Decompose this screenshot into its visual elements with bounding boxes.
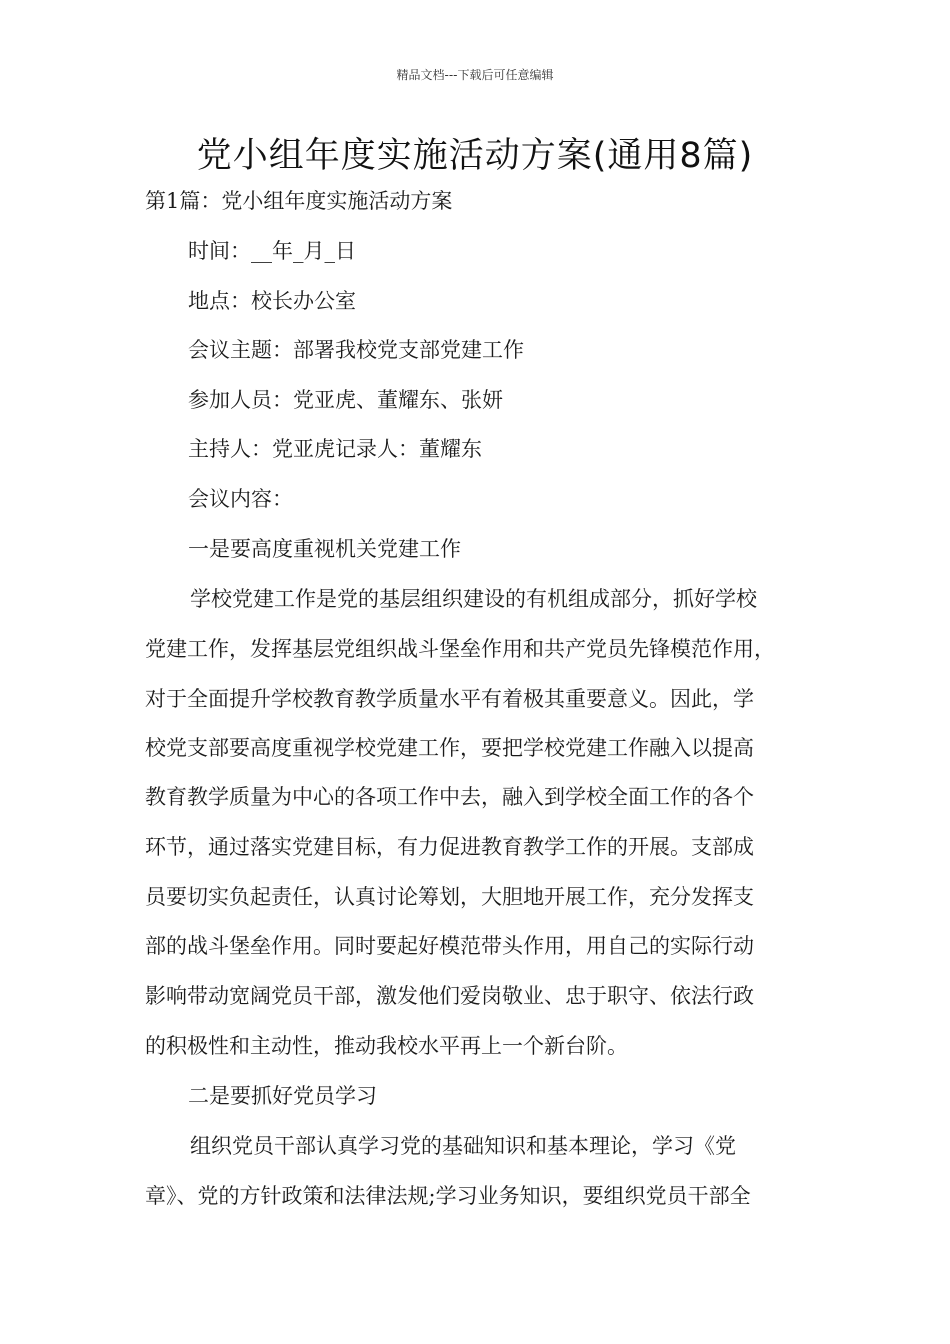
paragraph-line: 对于全面提升学校教育教学质量水平有着极其重要意义。因此，学 xyxy=(145,687,754,711)
meta-attendees: 参加人员：党亚虎、董耀东、张妍 xyxy=(188,388,503,412)
meta-place: 地点：校长办公室 xyxy=(188,289,356,313)
meta-host: 主持人：党亚虎记录人：董耀东 xyxy=(188,437,482,461)
paragraph-line: 部的战斗堡垒作用。同时要起好模范带头作用，用自己的实际行动 xyxy=(145,934,754,958)
paragraph-line: 校党支部要高度重视学校党建工作，要把学校党建工作融入以提高 xyxy=(145,736,754,760)
meta-time: 时间：__年_月_日 xyxy=(188,239,356,263)
paragraph-line: 的积极性和主动性，推动我校水平再上一个新台阶。 xyxy=(145,1034,628,1058)
paragraph-line: 影响带动宽阔党员干部，激发他们爱岗敬业、忠于职守、依法行政 xyxy=(145,984,754,1008)
meta-theme: 会议主题：部署我校党支部党建工作 xyxy=(188,338,524,362)
paragraph-line: 员要切实负起责任，认真讨论筹划，大胆地开展工作，充分发挥支 xyxy=(145,885,754,909)
paragraph-line: 教育教学质量为中心的各项工作中去，融入到学校全面工作的各个 xyxy=(145,785,754,809)
document-title: 党小组年度实施活动方案(通用8篇) xyxy=(196,136,754,176)
paragraph-line: 环节，通过落实党建目标，有力促进教育教学工作的开展。支部成 xyxy=(145,835,754,859)
paragraph-line: 组织党员干部认真学习党的基础知识和基本理论，学习《党 xyxy=(190,1134,736,1158)
paragraph-line: 党建工作，发挥基层党组织战斗堡垒作用和共产党员先锋模范作用， xyxy=(145,637,775,661)
paragraph-line: 章》、党的方针政策和法律法规;学习业务知识，要组织党员干部全 xyxy=(145,1184,751,1208)
part2-heading: 二是要抓好党员学习 xyxy=(188,1084,377,1108)
paragraph-line: 学校党建工作是党的基层组织建设的有机组成部分，抓好学校 xyxy=(190,587,757,611)
meta-content-label: 会议内容： xyxy=(188,487,293,511)
part1-heading: 一是要高度重视机关党建工作 xyxy=(188,537,461,561)
section-heading: 第1篇：党小组年度实施活动方案 xyxy=(145,189,453,213)
header-note: 精品文档---下载后可任意编辑 xyxy=(396,68,554,82)
